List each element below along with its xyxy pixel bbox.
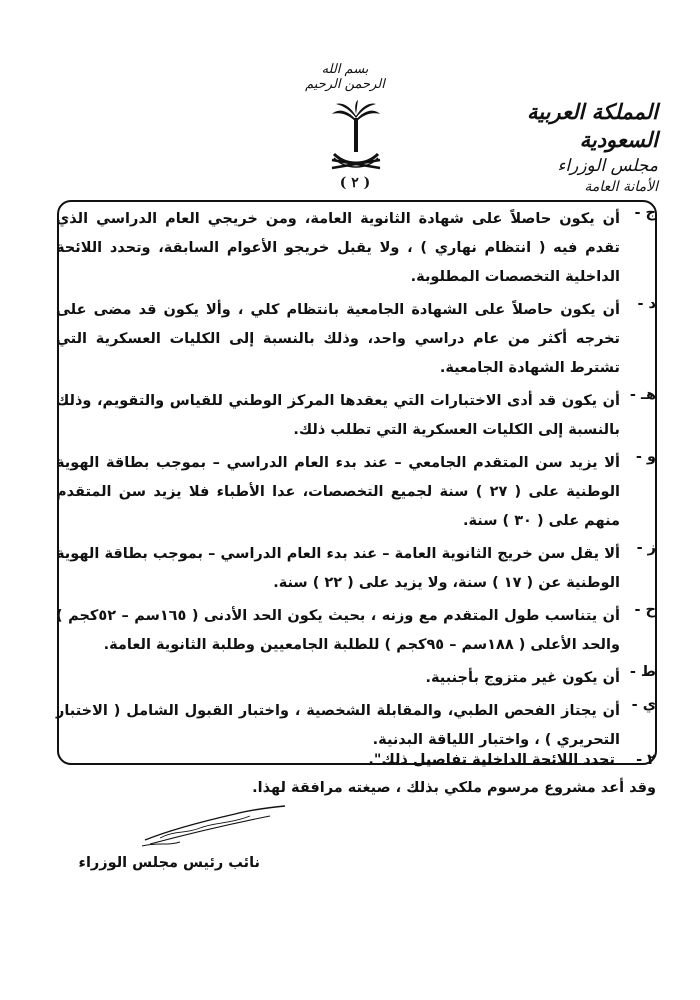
list-item <box>56 664 656 693</box>
item-text: أن يكون حاصلاً على الشهادة الجامعية بانتظام كلي ، وألا يكون قد مضى على تخرجه أكثر من عام دراسي واحد، وذلك بالنسبة إلى الكليات العسكرية التي تشترط الشهادة الجامعية. <box>56 302 620 376</box>
saudi-emblem-icon <box>330 100 382 172</box>
list-item <box>56 387 656 445</box>
item-text: ألا يقل سن خريج الثانوية العامة – عند بدء العام الدراسي – بموجب بطاقة الهوية الوطنية عن ( ١٧ ) سنة، ولا يزيد على ( ٢٢ ) سنة. <box>56 546 620 591</box>
page-number: ( ٢ ) <box>339 175 371 191</box>
item-marker: ح - <box>634 602 656 618</box>
item-marker: ز - <box>636 540 656 556</box>
kingdom-name: المملكة العربية السعودية <box>526 99 658 153</box>
item-marker: د - <box>637 296 656 312</box>
council-name: مجلس الوزراء <box>557 155 658 176</box>
item-text: أن يكون غير متزوج بأجنبية. <box>425 670 620 686</box>
item-text: أن يتناسب طول المتقدم مع وزنه ، بحيث يكون الحد الأدنى ( ١٦٥سم – ٥٢كجم ) والحد الأعلى ( ١٨٨سم – ٩٥كجم ) للطلبة الجامعيين وطلبة الثانوية العامة. <box>56 608 620 653</box>
secretariat-name: الأمانة العامة <box>584 178 658 195</box>
item-marker: ط - <box>629 664 656 680</box>
list-item <box>56 205 656 292</box>
clause-text: تحدد اللائحة الداخلية تفاصيل ذلك". <box>368 752 615 768</box>
conditions-list <box>56 205 656 759</box>
item-text: أن يكون حاصلاً على شهادة الثانوية العامة، ومن خريجي العام الدراسي الذي تقدم فيه ( انتظام نهاري ) ، ولا يقبل خريجو الأعوام السابقة، وتحدد اللائحة الداخلية التخصصات المطلوبة. <box>56 211 620 285</box>
clause-two <box>56 752 656 768</box>
item-marker: ي - <box>631 697 656 713</box>
item-text: أن يكون قد أدى الاختبارات التي يعقدها المركز الوطني للقياس والتقويم، وذلك بالنسبة إلى الكليات العسكرية التي تطلب ذلك. <box>56 393 620 438</box>
list-item <box>56 540 656 598</box>
list-item <box>56 602 656 660</box>
item-text: ألا يزيد سن المتقدم الجامعي – عند بدء العام الدراسي – بموجب بطاقة الهوية الوطنية على ( ٢٧ ) سنة لجميع التخصصات، عدا الأطباء فلا يزيد سن المتقدم منهم على ( ٣٠ ) سنة. <box>56 455 620 529</box>
letterhead <box>458 98 658 197</box>
final-note: وقد أعد مشروع مرسوم ملكي بذلك ، صيغته مرافقة لهذا. <box>252 780 656 796</box>
basmala: بسم الله الرحمن الرحيم <box>305 62 385 92</box>
item-text: أن يجتاز الفحص الطبي، والمقابلة الشخصية ، واختبار القبول الشامل ( الاختبار التحريري ) ، واختبار اللياقة البدنية. <box>56 703 620 748</box>
item-marker: و - <box>635 449 656 465</box>
list-item <box>56 449 656 536</box>
list-item <box>56 296 656 383</box>
list-item <box>56 697 656 755</box>
handwritten-signature <box>140 800 290 850</box>
signatory-title: نائب رئيس مجلس الوزراء <box>78 855 260 871</box>
item-marker: ج - <box>634 205 656 221</box>
clause-marker: ٢ - <box>636 752 656 768</box>
item-marker: هـ - <box>629 387 656 403</box>
